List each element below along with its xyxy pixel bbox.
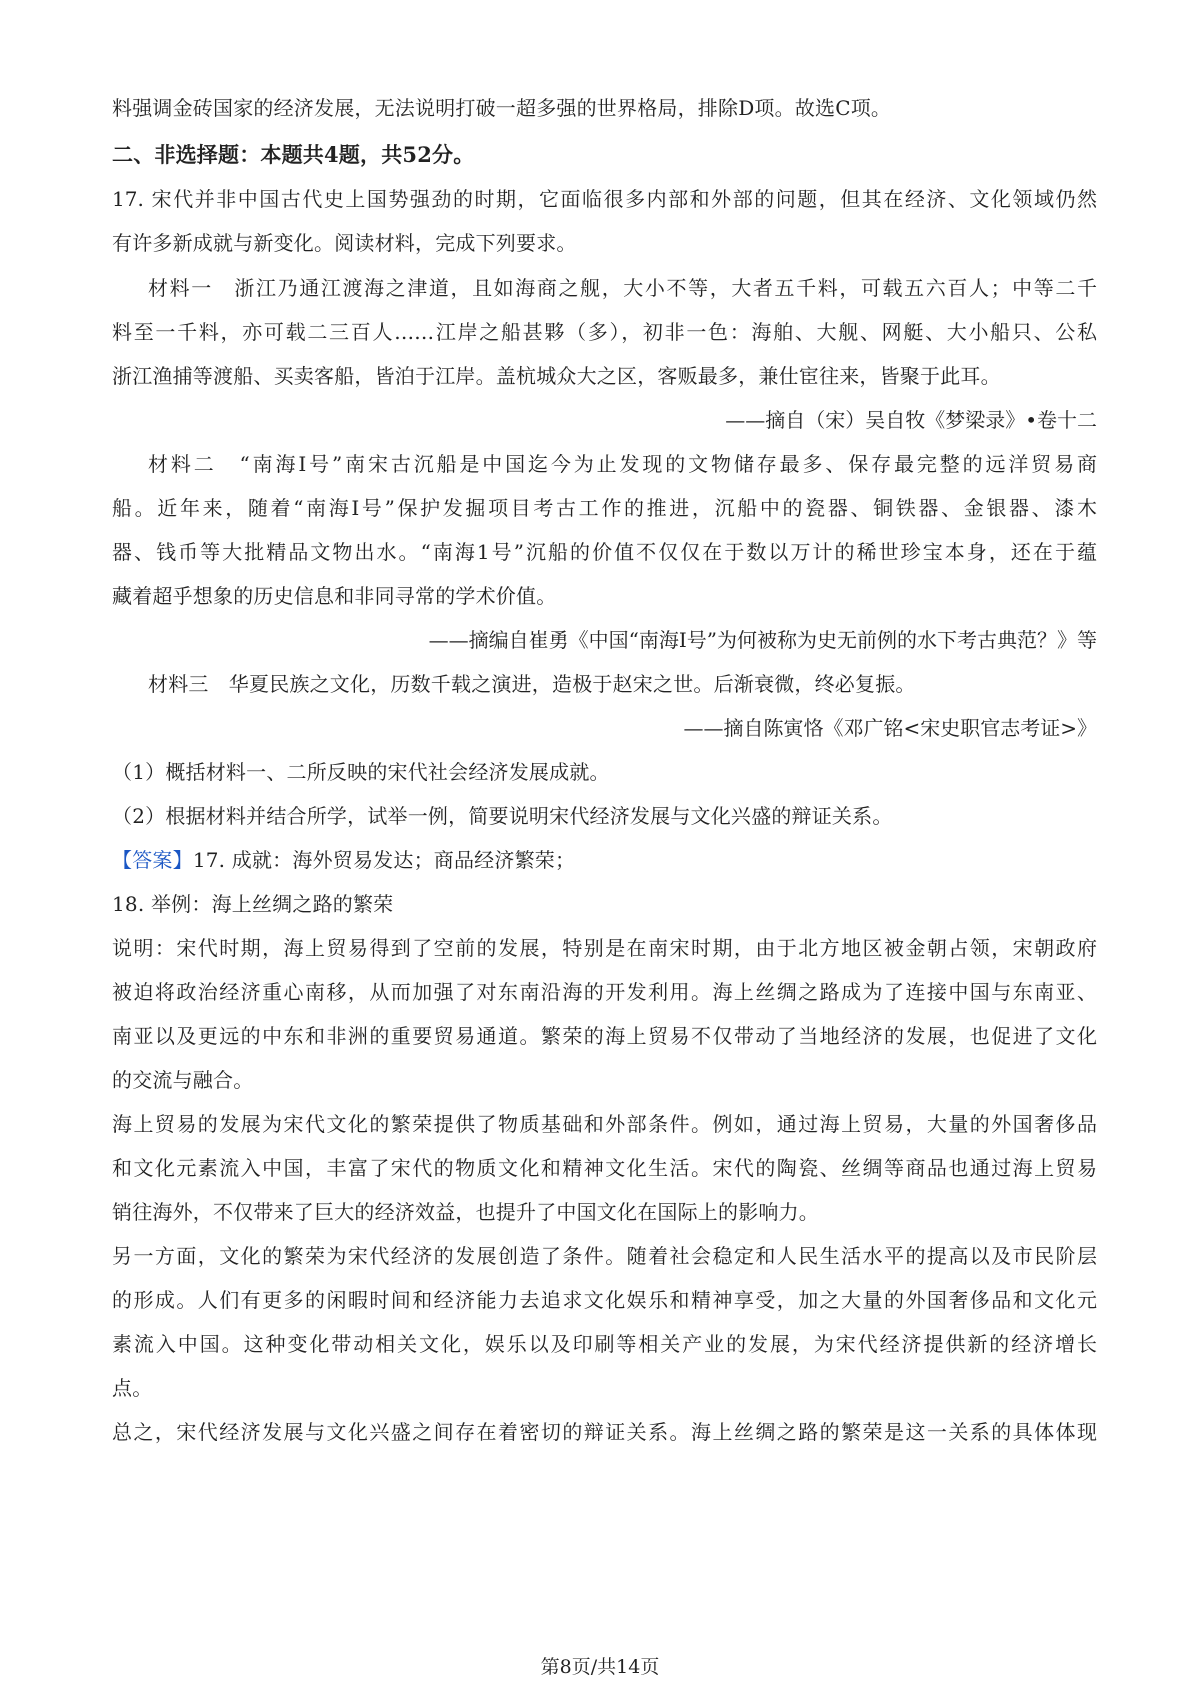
material-1-line: 浙江渔捕等渡船、买卖客船，皆泊于江岸。盖杭城众大之区，客贩最多，兼仕宦往来，皆聚于此耳。: [112, 364, 1001, 388]
paragraph-line: 的形成。人们有更多的闲暇时间和经济能力去追求文化娱乐和精神享受，加之大量的外国奢侈品和文化元: [112, 1288, 1097, 1312]
paragraph-line: 素流入中国。这种变化带动相关文化，娱乐以及印刷等相关产业的发展，为宋代经济提供新的经济增长: [112, 1332, 1097, 1356]
paragraph-line: 另一方面，文化的繁荣为宋代经济的发展创造了条件。随着社会稳定和人民生活水平的提高以及市民阶层: [112, 1244, 1097, 1268]
material-2-line: 藏着超乎想象的历史信息和非同寻常的学术价值。: [112, 584, 557, 608]
paragraph-line: 南亚以及更远的中东和非洲的重要贸易通道。繁荣的海上贸易不仅带动了当地经济的发展，也促进了文化: [112, 1024, 1097, 1048]
section-heading: 二、非选择题：本题共4题，共52分。: [112, 142, 475, 167]
answer-text: 17. 成就：海外贸易发达；商品经济繁荣；: [192, 848, 576, 872]
question-17-part-2: （2）根据材料并结合所学，试举一例，简要说明宋代经济发展与文化兴盛的辩证关系。: [112, 804, 893, 828]
document-page: [112, 0, 1097, 1698]
paragraph-line: 海上贸易的发展为宋代文化的繁荣提供了物质基础和外部条件。例如，通过海上贸易，大量的外国奢侈品: [112, 1112, 1097, 1136]
material-1-line: 材料一 浙江乃通江渡海之津道，且如海商之舰，大小不等，大者五千料，可载五六百人；中等二千: [148, 276, 1097, 300]
material-2-source: ——摘编自崔勇《中国“南海Ⅰ号”为何被称为史无前例的水下考古典范？》等: [428, 628, 1097, 652]
paragraph-line: 总之，宋代经济发展与文化兴盛之间存在着密切的辩证关系。海上丝绸之路的繁荣是这一关系的具体体现: [112, 1420, 1097, 1444]
paragraph-line: 说明：宋代时期，海上贸易得到了空前的发展，特别是在南宋时期，由于北方地区被金朝占领，宋朝政府: [112, 936, 1097, 960]
material-2-line: 器、钱币等大批精品文物出水。“南海1号”沉船的价值不仅仅在于数以万计的稀世珍宝本身，还在于蕴: [112, 540, 1097, 564]
text-line: 料强调金砖国家的经济发展，无法说明打破一超多强的世界格局，排除D项。故选C项。: [112, 96, 892, 120]
answer-line-18: 18. 举例：海上丝绸之路的繁荣: [112, 892, 394, 916]
paragraph-line: 销往海外，不仅带来了巨大的经济效益，也提升了中国文化在国际上的影响力。: [112, 1200, 819, 1224]
paragraph-line: 点。: [112, 1376, 153, 1400]
question-17-stem-cont: 有许多新成就与新变化。阅读材料，完成下列要求。: [112, 231, 577, 255]
answer-line: [112, 844, 575, 873]
material-3-source: ——摘自陈寅恪《邓广铭<宋史职官志考证>》: [683, 716, 1097, 740]
paragraph-line: 和文化元素流入中国，丰富了宋代的物质文化和精神文化生活。宋代的陶瓷、丝绸等商品也通过海上贸易: [112, 1156, 1097, 1180]
answer-tag: 【答案】: [112, 848, 193, 872]
material-1-source: ——摘自（宋）吴自牧《梦梁录》•卷十二: [725, 408, 1097, 432]
material-2-line: 材料二 “南海Ⅰ号”南宋古沉船是中国迄今为止发现的文物储存最多、保存最完整的远洋贸易商: [148, 452, 1097, 476]
material-3-line: 材料三 华夏民族之文化，历数千载之演进，造极于赵宋之世。后渐衰微，终必复振。: [148, 672, 916, 696]
paragraph-line: 的交流与融合。: [112, 1068, 254, 1092]
paragraph-line: 被迫将政治经济重心南移，从而加强了对东南沿海的开发利用。海上丝绸之路成为了连接中国与东南亚、: [112, 980, 1097, 1004]
material-1-line: 料至一千料，亦可载二三百人……江岸之船甚夥（多），初非一色：海舶、大舰、网艇、大小船只、公私: [112, 320, 1097, 344]
question-17-part-1: （1）概括材料一、二所反映的宋代社会经济发展成就。: [112, 760, 610, 784]
question-17-stem: 17. 宋代并非中国古代史上国势强劲的时期，它面临很多内部和外部的问题，但其在经济、文化领域仍然: [112, 187, 1097, 211]
page-number-footer: 第8页/共14页: [540, 1656, 660, 1678]
material-2-line: 船。近年来，随着“南海Ⅰ号”保护发掘项目考古工作的推进，沉船中的瓷器、铜铁器、金银器、漆木: [112, 496, 1097, 520]
